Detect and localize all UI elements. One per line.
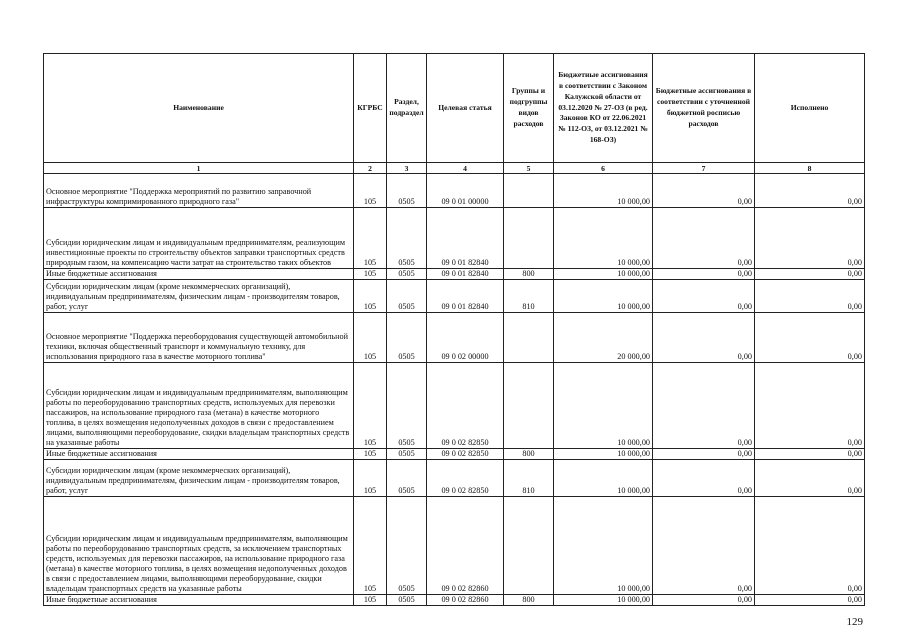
row-executed-amount: 0,00 bbox=[755, 313, 865, 363]
row-name: Субсидии юридическим лицам и индивидуальным предпринимателям, реализующим инвестиционные проекты по строительству объектов заправки транспортных средств природным газом, на компенсацию части затрат на строительство таких объектов bbox=[44, 208, 354, 269]
row-target: 09 0 01 82840 bbox=[427, 280, 504, 313]
row-kgrbs: 105 bbox=[354, 269, 387, 280]
row-plan-amount: 0,00 bbox=[653, 313, 755, 363]
row-name: Иные бюджетные ассигнования bbox=[44, 595, 354, 606]
budget-table bbox=[43, 53, 865, 606]
column-number-row bbox=[44, 163, 865, 174]
row-plan-amount: 0,00 bbox=[653, 363, 755, 449]
col-number: 5 bbox=[504, 163, 554, 174]
row-law-amount: 10 000,00 bbox=[554, 497, 653, 595]
row-kgrbs: 105 bbox=[354, 449, 387, 460]
row-section: 0505 bbox=[387, 313, 427, 363]
row-plan-amount: 0,00 bbox=[653, 449, 755, 460]
table-row bbox=[44, 595, 865, 606]
col-header-group: Группы и подгруппы видов расходов bbox=[504, 54, 554, 163]
row-section: 0505 bbox=[387, 449, 427, 460]
row-target: 09 0 01 82840 bbox=[427, 269, 504, 280]
row-plan-amount: 0,00 bbox=[653, 460, 755, 497]
row-target: 09 0 02 82850 bbox=[427, 460, 504, 497]
col-header-kgrbs: КГРБС bbox=[354, 54, 387, 163]
row-section: 0505 bbox=[387, 595, 427, 606]
table-row bbox=[44, 280, 865, 313]
row-group bbox=[504, 208, 554, 269]
row-executed-amount: 0,00 bbox=[755, 460, 865, 497]
table-row bbox=[44, 269, 865, 280]
row-law-amount: 20 000,00 bbox=[554, 313, 653, 363]
row-law-amount: 10 000,00 bbox=[554, 595, 653, 606]
col-header-section: Раздел, подраздел bbox=[387, 54, 427, 163]
row-executed-amount: 0,00 bbox=[755, 497, 865, 595]
row-group bbox=[504, 313, 554, 363]
row-kgrbs: 105 bbox=[354, 280, 387, 313]
row-kgrbs: 105 bbox=[354, 363, 387, 449]
row-law-amount: 10 000,00 bbox=[554, 174, 653, 208]
row-executed-amount: 0,00 bbox=[755, 363, 865, 449]
row-section: 0505 bbox=[387, 280, 427, 313]
col-number: 3 bbox=[387, 163, 427, 174]
row-plan-amount: 0,00 bbox=[653, 497, 755, 595]
row-target: 09 0 02 82850 bbox=[427, 449, 504, 460]
table-row bbox=[44, 363, 865, 449]
row-law-amount: 10 000,00 bbox=[554, 269, 653, 280]
row-name: Основное мероприятие "Поддержка переоборудования существующей автомобильной техники, включая общественный транспорт и коммунальную технику, для использования природного газа в качестве моторного топлива" bbox=[44, 313, 354, 363]
col-number: 7 bbox=[653, 163, 755, 174]
row-kgrbs: 105 bbox=[354, 497, 387, 595]
col-header-name: Наименование bbox=[44, 54, 354, 163]
row-target: 09 0 02 00000 bbox=[427, 313, 504, 363]
row-group: 810 bbox=[504, 460, 554, 497]
row-target: 09 0 01 82840 bbox=[427, 208, 504, 269]
row-name: Основное мероприятие "Поддержка мероприятий по развитию заправочной инфраструктуры компримированного природного газа" bbox=[44, 174, 354, 208]
table-row bbox=[44, 208, 865, 269]
row-executed-amount: 0,00 bbox=[755, 174, 865, 208]
header-row bbox=[44, 54, 865, 163]
row-target: 09 0 01 00000 bbox=[427, 174, 504, 208]
row-section: 0505 bbox=[387, 208, 427, 269]
page-number: 129 bbox=[846, 616, 863, 628]
table-row bbox=[44, 460, 865, 497]
row-group: 800 bbox=[504, 449, 554, 460]
row-target: 09 0 02 82850 bbox=[427, 363, 504, 449]
row-section: 0505 bbox=[387, 363, 427, 449]
col-number: 8 bbox=[755, 163, 865, 174]
row-target: 09 0 02 82860 bbox=[427, 595, 504, 606]
row-section: 0505 bbox=[387, 497, 427, 595]
row-law-amount: 10 000,00 bbox=[554, 460, 653, 497]
row-law-amount: 10 000,00 bbox=[554, 208, 653, 269]
row-name: Иные бюджетные ассигнования bbox=[44, 449, 354, 460]
col-number: 6 bbox=[554, 163, 653, 174]
row-kgrbs: 105 bbox=[354, 460, 387, 497]
row-law-amount: 10 000,00 bbox=[554, 449, 653, 460]
col-header-law-allocation: Бюджетные ассигнования в соответствии с Законом Калужской области от 03.12.2020 № 27-ОЗ (в ред. Законов КО от 22.06.2021 № 112-ОЗ, от 03.12.2021 № 168-ОЗ) bbox=[554, 54, 653, 163]
row-executed-amount: 0,00 bbox=[755, 208, 865, 269]
row-group bbox=[504, 174, 554, 208]
row-group: 810 bbox=[504, 280, 554, 313]
row-group bbox=[504, 363, 554, 449]
row-law-amount: 10 000,00 bbox=[554, 363, 653, 449]
row-plan-amount: 0,00 bbox=[653, 595, 755, 606]
table-row bbox=[44, 313, 865, 363]
row-group bbox=[504, 497, 554, 595]
table-row bbox=[44, 174, 865, 208]
row-name: Субсидии юридическим лицам и индивидуальным предпринимателям, выполняющим работы по переоборудованию транспортных средств, используемых для перевозки пассажиров, на использование природного газа (метана) в качестве моторного топлива, в целях возмещения недополученных доходов в связи с предоставлением лицами, выполняющими переоборудование, скидки владельцам транспортных средств на указанные работы bbox=[44, 363, 354, 449]
row-target: 09 0 02 82860 bbox=[427, 497, 504, 595]
table-row bbox=[44, 497, 865, 595]
col-header-plan-allocation: Бюджетные ассигнования в соответствии с уточненной бюджетной росписью расходов bbox=[653, 54, 755, 163]
col-number: 1 bbox=[44, 163, 354, 174]
row-kgrbs: 105 bbox=[354, 595, 387, 606]
row-section: 0505 bbox=[387, 460, 427, 497]
col-header-executed: Исполнено bbox=[755, 54, 865, 163]
row-section: 0505 bbox=[387, 174, 427, 208]
row-executed-amount: 0,00 bbox=[755, 595, 865, 606]
row-kgrbs: 105 bbox=[354, 208, 387, 269]
col-header-target: Целевая статья bbox=[427, 54, 504, 163]
row-executed-amount: 0,00 bbox=[755, 449, 865, 460]
row-section: 0505 bbox=[387, 269, 427, 280]
row-name: Субсидии юридическим лицам (кроме некоммерческих организаций), индивидуальным предпринимателям, физическим лицам - производителям товаров, работ, услуг bbox=[44, 460, 354, 497]
row-plan-amount: 0,00 bbox=[653, 280, 755, 313]
col-number: 2 bbox=[354, 163, 387, 174]
row-name: Иные бюджетные ассигнования bbox=[44, 269, 354, 280]
row-plan-amount: 0,00 bbox=[653, 269, 755, 280]
row-plan-amount: 0,00 bbox=[653, 174, 755, 208]
row-name: Субсидии юридическим лицам и индивидуальным предпринимателям, выполняющим работы по переоборудованию транспортных средств, за исключением транспортных средств, используемых для перевозки пассажиров, на использование природного газа (метана) в качестве моторного топлива, в целях возмещения недополученных доходов в связи с предоставлением лицами, выполняющими переоборудование, скидки владельцам транспортных средств на указанные работы bbox=[44, 497, 354, 595]
row-executed-amount: 0,00 bbox=[755, 280, 865, 313]
row-plan-amount: 0,00 bbox=[653, 208, 755, 269]
row-group: 800 bbox=[504, 269, 554, 280]
row-name: Субсидии юридическим лицам (кроме некоммерческих организаций), индивидуальным предпринимателям, физическим лицам - производителям товаров, работ, услуг bbox=[44, 280, 354, 313]
table-row bbox=[44, 449, 865, 460]
row-kgrbs: 105 bbox=[354, 313, 387, 363]
col-number: 4 bbox=[427, 163, 504, 174]
row-group: 800 bbox=[504, 595, 554, 606]
row-executed-amount: 0,00 bbox=[755, 269, 865, 280]
row-kgrbs: 105 bbox=[354, 174, 387, 208]
row-law-amount: 10 000,00 bbox=[554, 280, 653, 313]
